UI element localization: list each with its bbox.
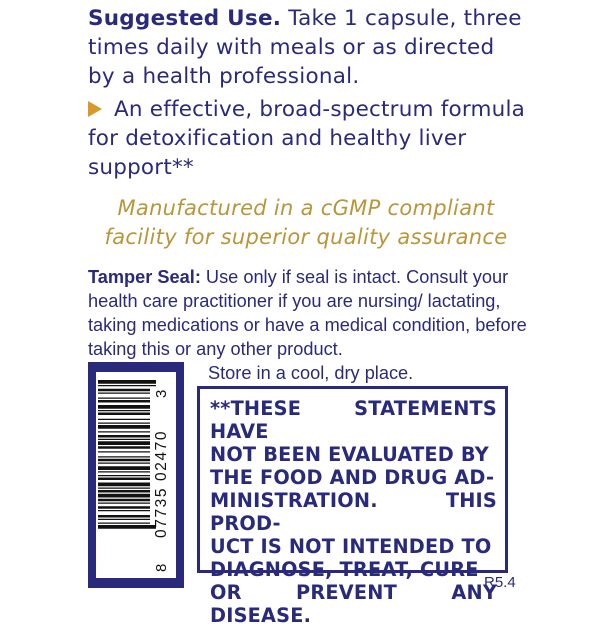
barcode-bar — [98, 423, 150, 424]
barcode-bar — [98, 398, 150, 399]
barcode-bar — [98, 515, 150, 518]
barcode-left-digit: 8 — [153, 563, 170, 572]
barcode-bar — [98, 439, 150, 440]
barcode-graphic — [96, 372, 176, 578]
barcode-bar — [98, 405, 150, 409]
barcode-bar — [98, 413, 150, 416]
barcode-bar — [98, 410, 150, 411]
barcode-bar — [98, 494, 150, 498]
barcode-bars — [98, 380, 156, 529]
barcode-bar — [98, 471, 150, 472]
barcode-right-digit: 3 — [153, 389, 170, 398]
barcode-bar — [98, 419, 150, 420]
barcode-bar — [98, 459, 150, 462]
barcode-bar — [98, 488, 150, 489]
tamper-seal-label: Tamper Seal: — [88, 267, 201, 287]
manufacturing-statement — [80, 194, 532, 252]
barcode-digits: 07735 02470 — [153, 429, 170, 538]
manufacturing-line-1: Manufactured in a cGMP compliant — [117, 196, 495, 220]
barcode-bar — [98, 475, 150, 476]
benefit-paragraph — [88, 95, 528, 182]
barcode-bar — [98, 400, 150, 403]
barcode-bar — [98, 519, 150, 520]
barcode-bar — [98, 523, 150, 524]
barcode-bar — [98, 451, 150, 452]
barcode-bar — [98, 503, 150, 504]
barcode-bar — [98, 425, 150, 429]
revision-code: R5.4 — [484, 574, 516, 591]
barcode-bar — [98, 510, 150, 511]
tamper-seal-paragraph — [88, 265, 528, 361]
barcode-bar — [98, 478, 150, 481]
barcode-bar — [98, 435, 150, 438]
barcode-bar — [98, 456, 150, 457]
barcode-bar — [98, 431, 150, 432]
barcode-bar — [98, 499, 150, 502]
suggested-use-label: Suggested Use. — [88, 6, 282, 31]
triangle-bullet-icon — [88, 101, 102, 117]
barcode-bar — [98, 525, 156, 529]
manufacturing-line-2: facility for superior quality assurance — [104, 225, 508, 249]
barcode-bar — [98, 441, 150, 445]
fda-disclaimer-box: **THESE STATEMENTS HAVE NOT BEEN EVALUATED BY THE FOOD AND DRUG AD- MINISTRATION. THIS PROD- UCT IS NOT INTENDED TO DIAGNOSE, TREAT, CURE OR PREVENT ANY DISEASE. — [197, 386, 508, 573]
barcode-bar — [98, 490, 150, 493]
barcode-bar — [98, 393, 150, 394]
tamper-seal-text: Use only if seal is intact. Consult your health care practitioner if you are nursing/ lactating, taking medications or have a medical condition, before taking this or any other product. — [88, 267, 527, 359]
barcode-bar — [98, 506, 150, 509]
barcode-bar — [98, 446, 150, 449]
barcode-bar — [98, 463, 150, 464]
barcode-bar — [98, 389, 150, 392]
barcode-bar — [98, 483, 150, 487]
benefit-text: An effective, broad-spectrum formula for detoxification and healthy liver support** — [88, 97, 526, 180]
barcode-bar — [98, 385, 156, 386]
storage-instruction: Store in a cool, dry place. — [208, 363, 414, 383]
suggested-use-text: Take 1 capsule, three times daily with meals or as directed by a health professional. — [88, 6, 522, 89]
suggested-use-paragraph — [88, 4, 528, 91]
barcode-bar — [98, 380, 156, 384]
barcode-bar — [98, 466, 150, 470]
barcode — [96, 372, 176, 578]
barcode-frame — [88, 362, 184, 588]
